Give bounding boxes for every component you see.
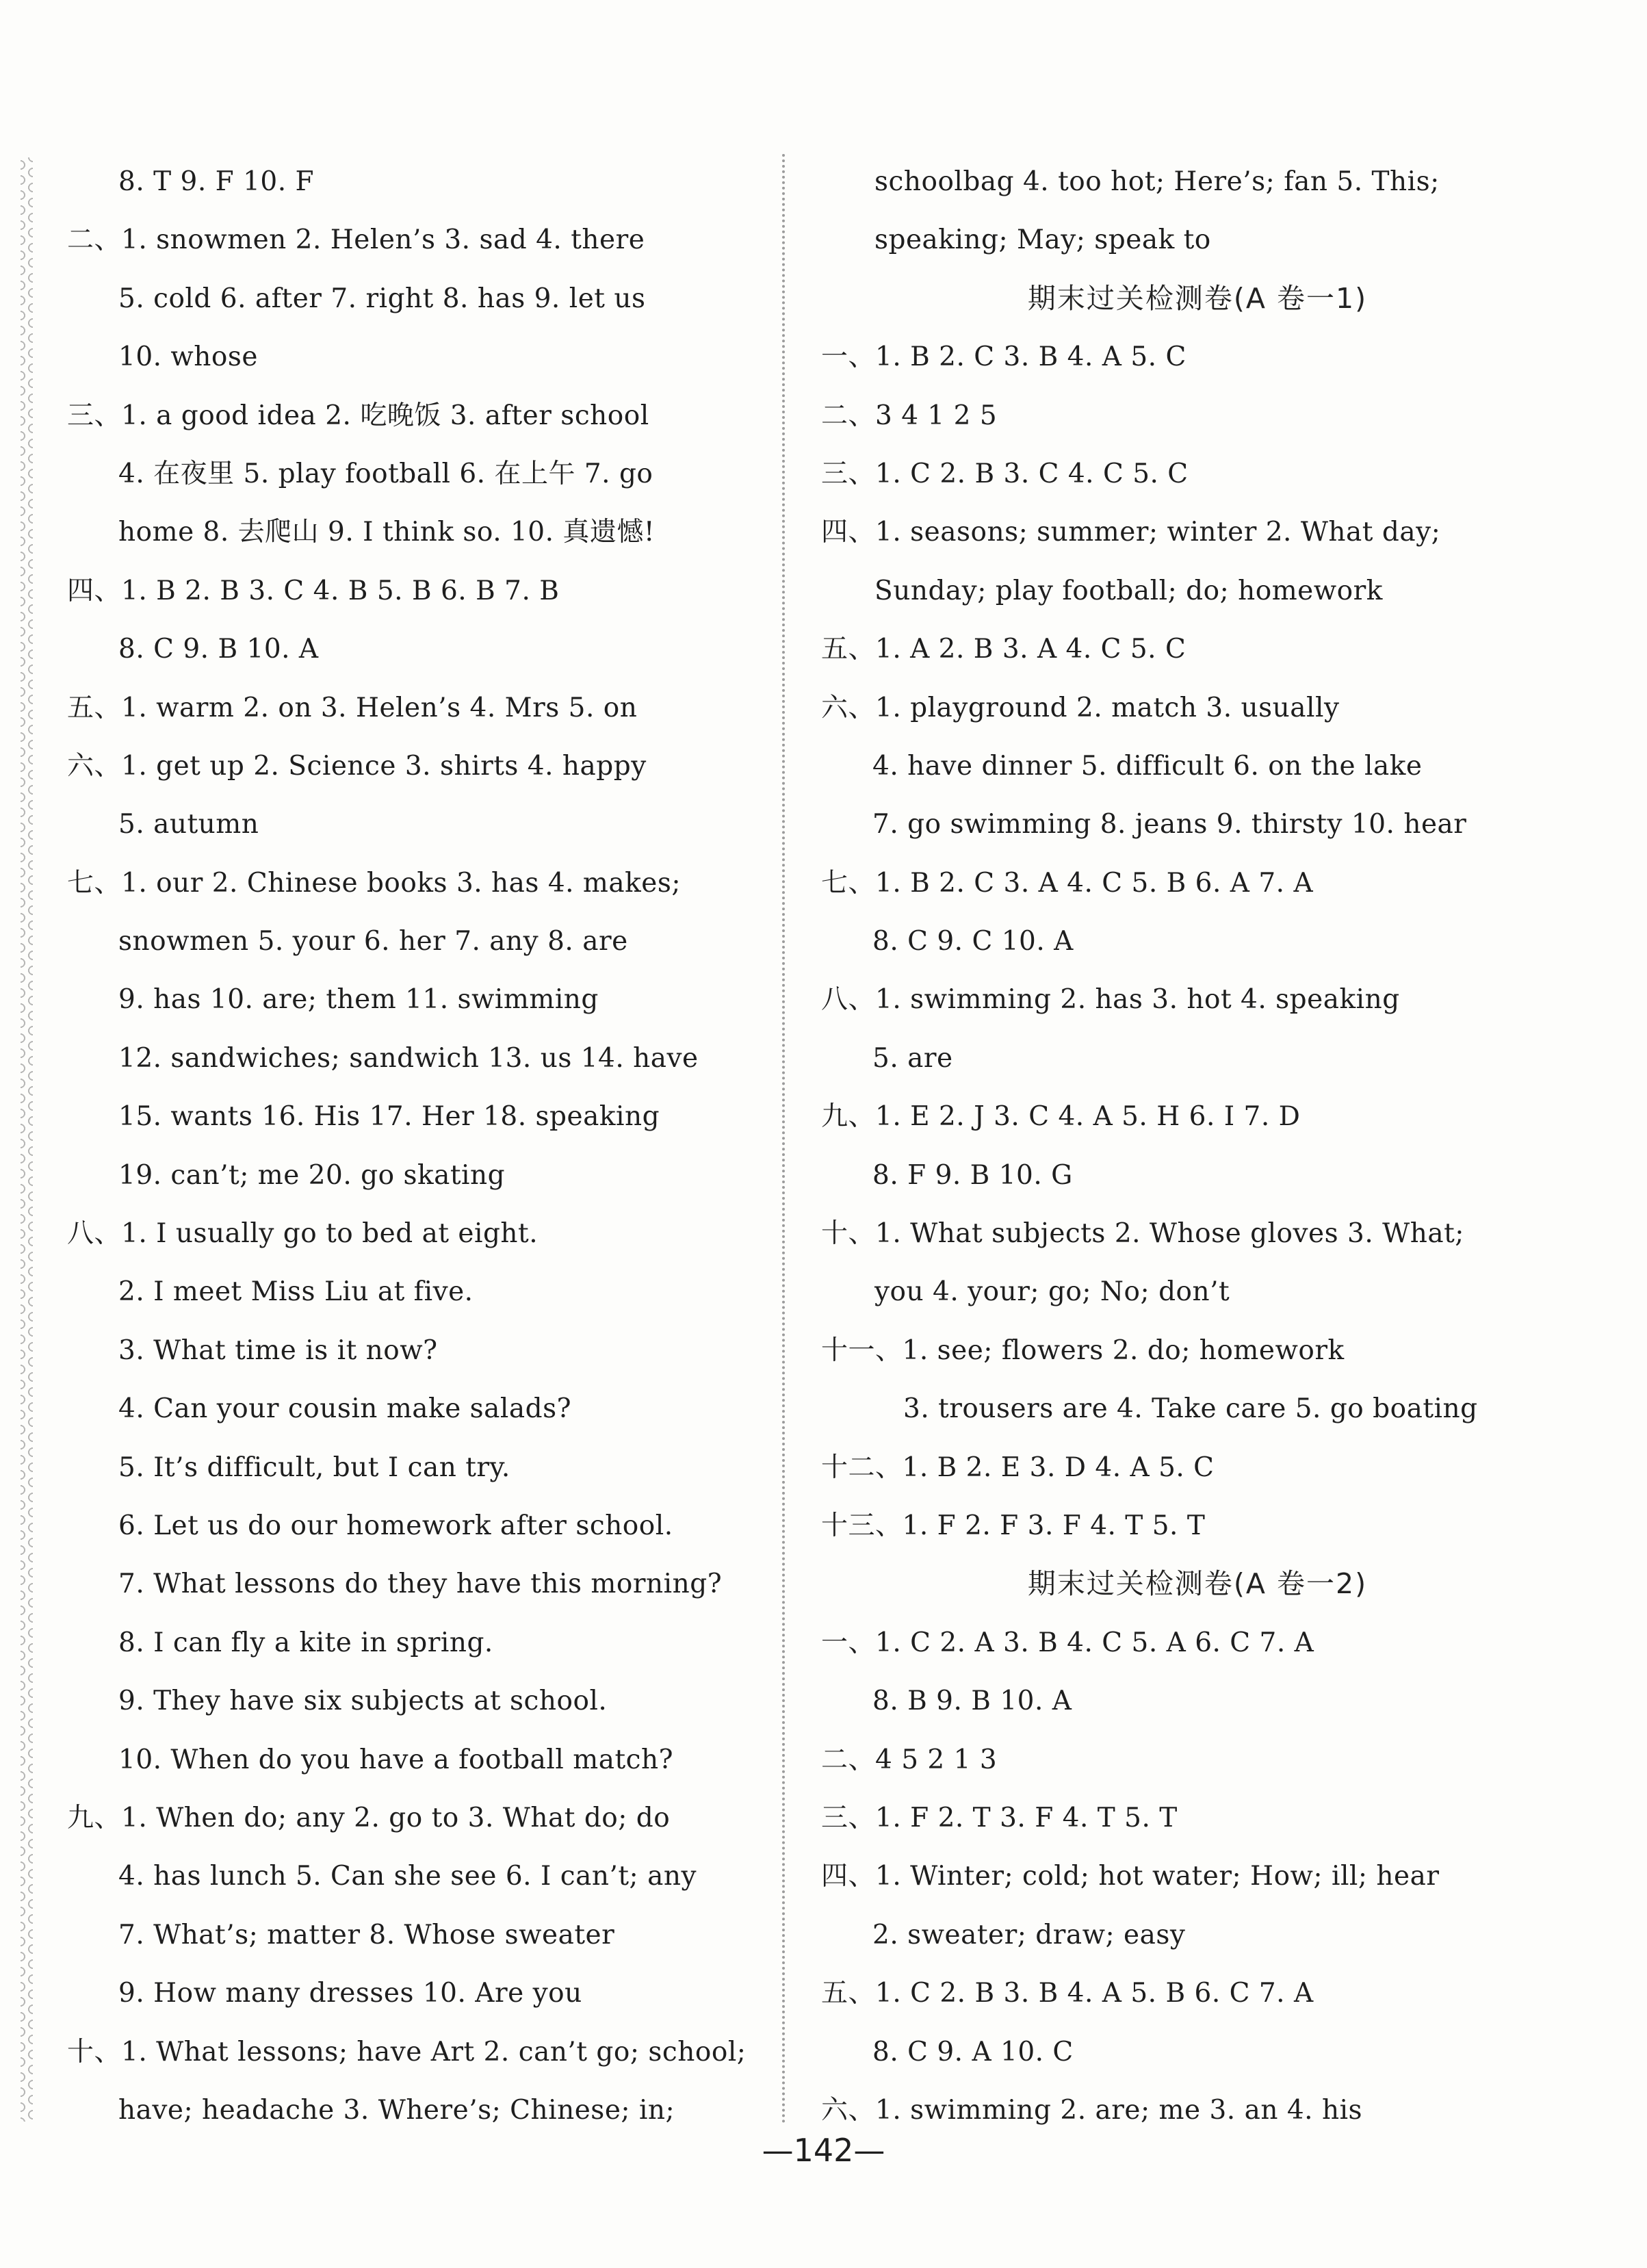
- answer-line: 三、1. a good idea 2. 吃晚饭 3. after school: [67, 400, 649, 431]
- left-column: [67, 153, 758, 2139]
- answer-line: 8. C 9. C 10. A: [872, 926, 1074, 957]
- answer-line: 六、1. get up 2. Science 3. shirts 4. happy: [67, 750, 647, 782]
- answer-line: 7. What lessons do they have this morning?: [118, 1569, 723, 1600]
- answer-line: 7. go swimming 8. jeans 9. thirsty 10. hear: [872, 809, 1467, 840]
- answer-line: 六、1. playground 2. match 3. usually: [821, 692, 1340, 723]
- answer-line: 4. have dinner 5. difficult 6. on the lake: [872, 750, 1423, 782]
- section-title: 期末过关检测卷(A 卷一2): [1027, 1567, 1368, 1601]
- answer-line: 五、1. C 2. B 3. B 4. A 5. B 6. C 7. A: [821, 1978, 1314, 2009]
- answer-line: 5. cold 6. after 7. right 8. has 9. let us: [118, 283, 646, 314]
- answer-line: 三、1. C 2. B 3. C 4. C 5. C: [821, 458, 1189, 489]
- answer-line: 8. I can fly a kite in spring.: [118, 1627, 493, 1658]
- answer-line: 九、1. When do; any 2. go to 3. What do; do: [67, 1802, 671, 1833]
- answer-line: 2. I meet Miss Liu at five.: [118, 1276, 474, 1308]
- answer-line: have; headache 3. Where’s; Chinese; in;: [118, 2094, 675, 2126]
- answer-line: 七、1. B 2. C 3. A 4. C 5. B 6. A 7. A: [821, 867, 1314, 899]
- answer-line: 8. F 9. B 10. G: [872, 1159, 1073, 1191]
- answer-line: 二、3 4 1 2 5: [821, 400, 998, 431]
- answer-line: 二、1. snowmen 2. Helen’s 3. sad 4. there: [67, 224, 645, 256]
- answer-line: 8. T 9. F 10. F: [118, 166, 315, 197]
- answer-line: 六、1. swimming 2. are; me 3. an 4. his: [821, 2094, 1363, 2126]
- answer-line: 八、1. I usually go to bed at eight.: [67, 1218, 539, 1250]
- answer-line: 10. When do you have a football match?: [118, 1744, 674, 1775]
- answer-line: schoolbag 4. too hot; Here’s; fan 5. This;: [874, 166, 1440, 197]
- answer-line: 十三、1. F 2. F 3. F 4. T 5. T: [821, 1510, 1206, 1541]
- answer-line: 12. sandwiches; sandwich 13. us 14. have: [118, 1042, 699, 1074]
- answer-line: 8. C 9. A 10. C: [872, 2036, 1074, 2067]
- answer-line: 9. How many dresses 10. Are you: [118, 1978, 582, 2009]
- answer-line: 十、1. What lessons; have Art 2. can’t go; school;: [67, 2036, 747, 2067]
- answer-line: 五、1. warm 2. on 3. Helen’s 4. Mrs 5. on: [67, 692, 638, 723]
- binding-edge: [21, 157, 33, 2122]
- answer-line: 四、1. Winter; cold; hot water; How; ill; hear: [821, 1861, 1440, 1892]
- right-column: [821, 153, 1574, 2139]
- answer-line: 10. whose: [118, 342, 258, 373]
- answer-line: 十、1. What subjects 2. Whose gloves 3. What;: [821, 1218, 1464, 1250]
- answer-line: 19. can’t; me 20. go skating: [118, 1159, 506, 1191]
- answer-line: 九、1. E 2. J 3. C 4. A 5. H 6. I 7. D: [821, 1101, 1301, 1133]
- answer-line: 一、1. C 2. A 3. B 4. C 5. A 6. C 7. A: [821, 1627, 1314, 1658]
- answer-line: 15. wants 16. His 17. Her 18. speaking: [118, 1101, 660, 1133]
- answer-line: 一、1. B 2. C 3. B 4. A 5. C: [821, 342, 1186, 373]
- answer-line: 八、1. swimming 2. has 3. hot 4. speaking: [821, 984, 1400, 1016]
- answer-line: 4. Can your cousin make salads?: [118, 1393, 572, 1425]
- answer-line: 3. trousers are 4. Take care 5. go boating: [903, 1393, 1478, 1425]
- answer-line: 十二、1. B 2. E 3. D 4. A 5. C: [821, 1452, 1215, 1483]
- answer-line: 8. B 9. B 10. A: [872, 1686, 1072, 1717]
- answer-line: 十一、1. see; flowers 2. do; homework: [821, 1335, 1345, 1366]
- answer-line: speaking; May; speak to: [874, 224, 1211, 256]
- answer-line: 三、1. F 2. T 3. F 4. T 5. T: [821, 1802, 1178, 1833]
- answer-line: 五、1. A 2. B 3. A 4. C 5. C: [821, 634, 1186, 665]
- answer-line: 5. are: [872, 1042, 953, 1074]
- answer-line: 8. C 9. B 10. A: [118, 634, 319, 665]
- answer-line: 四、1. seasons; summer; winter 2. What day;: [821, 517, 1441, 548]
- answer-line: 7. What’s; matter 8. Whose sweater: [118, 1919, 615, 1950]
- answer-line: 2. sweater; draw; easy: [872, 1919, 1186, 1950]
- answer-line: you 4. your; go; No; don’t: [874, 1276, 1230, 1308]
- answer-line: Sunday; play football; do; homework: [874, 575, 1383, 606]
- answer-line: snowmen 5. your 6. her 7. any 8. are: [118, 926, 628, 957]
- section-title: 期末过关检测卷(A 卷一1): [1027, 281, 1368, 315]
- page-number: —142—: [762, 2132, 885, 2169]
- answer-line: 四、1. B 2. B 3. C 4. B 5. B 6. B 7. B: [67, 575, 560, 606]
- answer-line: 七、1. our 2. Chinese books 3. has 4. makes;: [67, 867, 682, 899]
- answer-line: 5. autumn: [118, 809, 259, 840]
- answer-line: 5. It’s difficult, but I can try.: [118, 1452, 510, 1483]
- answer-line: 9. has 10. are; them 11. swimming: [118, 984, 599, 1016]
- answer-line: 9. They have six subjects at school.: [118, 1686, 608, 1717]
- answer-line: home 8. 去爬山 9. I think so. 10. 真遗憾!: [118, 517, 656, 548]
- answer-line: 4. has lunch 5. Can she see 6. I can’t; any: [118, 1861, 697, 1892]
- answer-line: 6. Let us do our homework after school.: [118, 1510, 673, 1541]
- answer-line: 二、4 5 2 1 3: [821, 1744, 998, 1775]
- answer-line: 4. 在夜里 5. play football 6. 在上午 7. go: [118, 458, 653, 489]
- column-divider: [782, 154, 785, 2125]
- answer-line: 3. What time is it now?: [118, 1335, 438, 1366]
